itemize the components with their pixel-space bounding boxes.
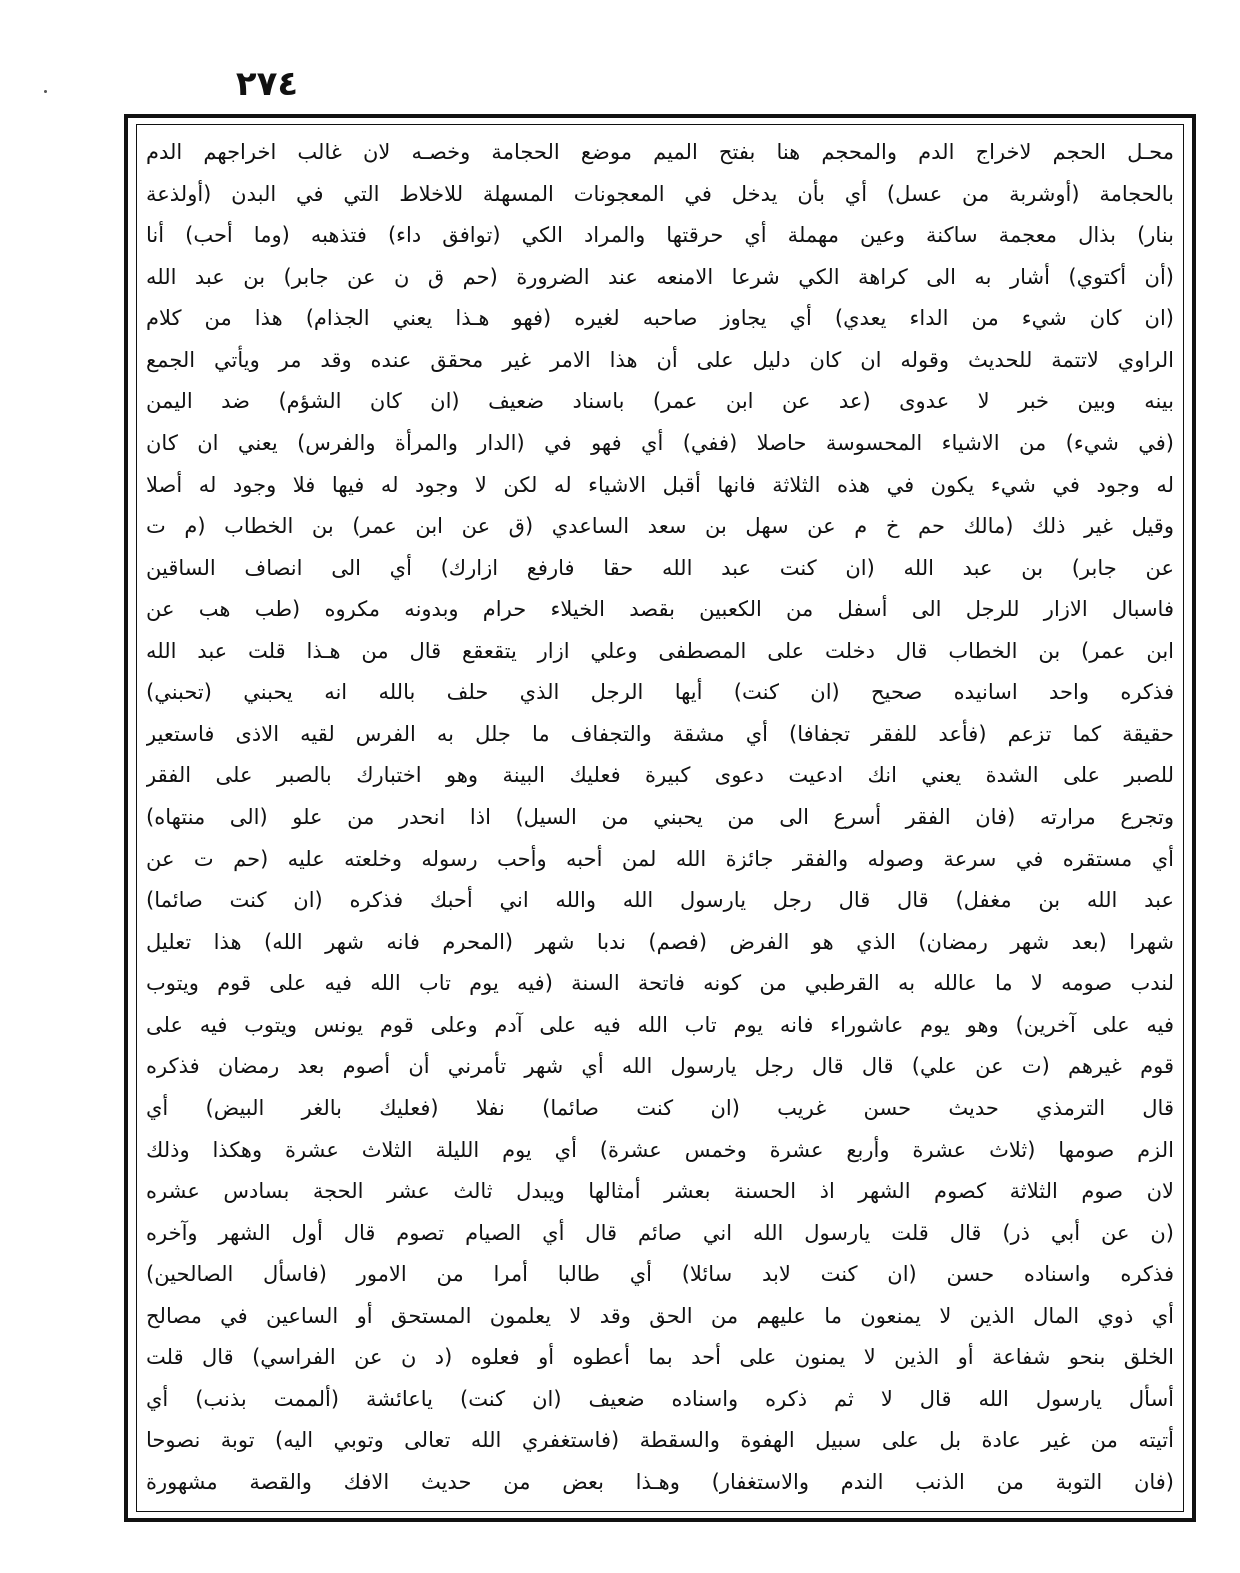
text-line: فذكره واحد اسانيده صحيح (ان كنت) أيها الرجل الذي حلف بالله انه يحبني (تحبني) <box>146 680 1174 705</box>
text-line: لندب صومه لا ما عالله به القرطبي من كونه فاتحة السنة (فيه يوم تاب الله فيه على قوم ويتوب <box>146 971 1174 996</box>
text-line: بالحجامة (أوشربة من عسل) أي بأن يدخل في المعجونات المسهلة للاخلاط التي في البدن (أولذعة <box>146 181 1174 206</box>
text-line: بينه وبين خبر لا عدوى (عد عن ابن عمر) باسناد ضعيف (ان كان الشؤم) ضد اليمن <box>146 389 1174 414</box>
text-line: وقيل غير ذلك (مالك حم خ م عن سهل بن سعد الساعدي (ق عن ابن عمر) بن الخطاب (م ت <box>146 514 1174 539</box>
text-line: أتيته من غير عادة بل على سبيل الهفوة والسقطة (فاستغفري الله تعالى وتوبي اليه) توبة نصوحا <box>146 1428 1174 1453</box>
text-line: له وجود في شيء يكون في هذه الثلاثة فانها أقبل الاشياء له لكن لا وجود له فيها فلا وجود له أصلا <box>146 472 1174 497</box>
text-line: الزم صومها (ثلاث عشرة وأربع عشرة وخمس عشرة) أي يوم الليلة الثلاث عشرة وهكذا وذلك <box>146 1137 1174 1162</box>
text-line: فذكره واسناده حسن (ان كنت لابد سائلا) أي طالبا أمرا من الامور (فاسأل الصالحين) <box>146 1262 1174 1287</box>
text-line: وتجرع مرارته (فان الفقر أسرع الى من يحبني من السيل) اذا انحدر من علو (الى منتهاه) <box>146 805 1174 829</box>
text-line: أسأل يارسول الله قال لا ثم ذكره واسناده ضعيف (ان كنت) ياعائشة (ألممت بذنب) أي <box>146 1386 1174 1411</box>
text-line: ابن عمر) بن الخطاب قال دخلت على المصطفى وعلي ازار يتقعقع قال من هـذا قلت عبد الله <box>146 638 1174 663</box>
text-line: (فان التوبة من الذنب الندم والاستغفار) وهـذا بعض من حديث الافك والقصة مشهورة <box>146 1470 1174 1494</box>
text-line: عبد الله بن مغفل) قال قال رجل يارسول الله والله اني أحبك فذكره (ان كنت صائما) <box>146 888 1174 913</box>
text-line: (في شيء) من الاشياء المحسوسة حاصلا (ففي) أي فهو في (الدار والمرأة والفرس) يعني ان كان <box>146 430 1174 455</box>
text-line: فيه على آخرين) وهو يوم عاشوراء فانه يوم تاب الله فيه على آدم وعلى قوم يونس ويتوب فيه على <box>146 1012 1174 1037</box>
text-line: عن جابر) بن عبد الله (ان كنت عبد الله حقا فارفع ازارك) أي الى انصاف الساقين <box>146 555 1174 580</box>
text-line: للصبر على الشدة يعني انك ادعيت دعوى كبيرة فعليك البينة وهو اختبارك بالصبر على الفقر <box>146 763 1174 788</box>
text-line: (ان كان شيء من الداء يعدي) أي يجاوز صاحبه لغيره (فهو هـذا يعني الجذام) هذا من كلام <box>146 306 1174 331</box>
text-line: قوم غيرهم (ت عن علي) قال قال رجل يارسول الله أي شهر تأمرني أن أصوم بعد رمضان فذكره <box>146 1054 1174 1079</box>
text-line: (أن أكتوي) أشار به الى كراهة الكي شرعا الامنعه عند الضرورة (حم ق ن عن جابر) بن عبد الله <box>146 264 1174 289</box>
text-line: الراوي لاتتمة للحديث وقوله ان كان دليل على أن هذا الامر غير محقق عنده وقد مر ويأتي الجمع <box>146 347 1174 372</box>
commentary-text-block <box>146 132 1174 1502</box>
text-line: شهرا (بعد شهر رمضان) الذي هو الفرض (فصم) ندبا شهر (المحرم فانه شهر الله) هذا تعليل <box>146 929 1174 954</box>
text-line: (ن عن أبي ذر) قال قلت يارسول الله اني صائم قال أي الصيام تصوم قال أول الشهر وآخره <box>146 1220 1174 1245</box>
text-line: بنار) بذال معجمة ساكنة وعين مهملة أي حرقتها والمراد الكي (توافق داء) فتذهبه (وما أحب) أنا <box>146 223 1174 248</box>
text-line: لان صوم الثلاثة كصوم الشهر اذ الحسنة بعشر أمثالها ويبدل ثالث عشر الحجة بسادس عشره <box>146 1179 1174 1204</box>
text-line: فاسبال الازار للرجل الى أسفل من الكعبين بقصد الخيلاء حرام وبدونه مكروه (طب هب عن <box>146 597 1174 622</box>
text-line: قال الترمذي حديث حسن غريب (ان كنت صائما) نفلا (فعليك بالغر البيض) أي <box>146 1095 1174 1120</box>
text-line: أي مستقره في سرعة وصوله والفقر جائزة الله لمن أحبه وأحب رسوله وخلعته عليه (حم ت عن <box>146 846 1174 871</box>
text-line: الخلق بنحو شفاعة أو الذين لا يمنون على أحد بما أعطوه أو فعلوه (د ن عن الفراسي) قال قلت <box>146 1345 1174 1370</box>
text-line: حقيقة كما تزعم (فأعد للفقر تجفافا) أي مشقة والتجفاف ما جلل به الفرس لقيه الاذى فاستعير <box>146 721 1174 746</box>
page-number: ٢٧٤ <box>235 64 299 104</box>
text-line: محـل الحجم لاخراج الدم والمحجم هنا بفتح الميم موضع الحجامة وخصـه لان غالب اخراجهم الدم <box>146 140 1174 164</box>
scan-speck <box>44 90 47 93</box>
text-line: أي ذوي المال الذين لا يمنعون ما عليهم من الحق وقد لا يعلمون المستحق أو الساعين في مصالح <box>146 1303 1174 1328</box>
